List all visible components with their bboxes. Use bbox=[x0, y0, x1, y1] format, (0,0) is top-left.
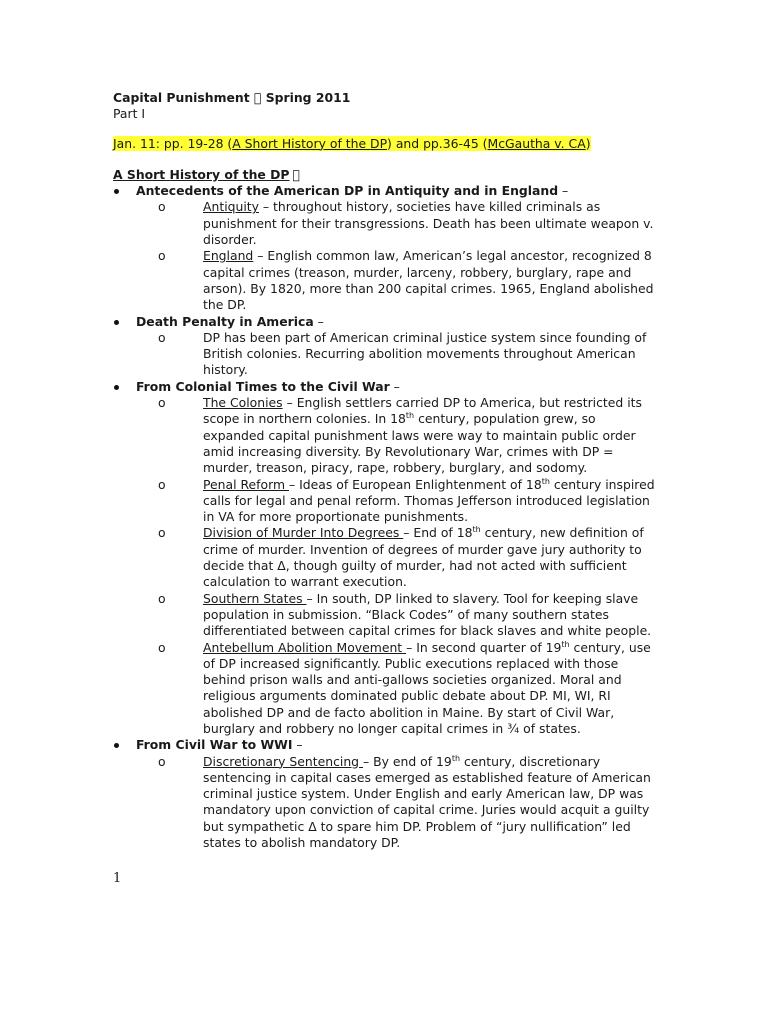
item-term: Division of Murder Into Degrees bbox=[203, 525, 404, 541]
list-item bbox=[158, 395, 658, 476]
section-heading-text: From Colonial Times to the Civil War bbox=[136, 378, 390, 394]
bullet-o-icon: o bbox=[158, 525, 166, 541]
bullet-o-icon: o bbox=[158, 199, 166, 215]
page-number: 1 bbox=[113, 871, 122, 886]
list-item bbox=[158, 477, 658, 526]
document-title: Capital Punishment Spring 2011 bbox=[113, 90, 339, 105]
item-text: DP has been part of American criminal justice system since founding of British colonies. Recurring abolition movements throughout American history. bbox=[203, 329, 647, 378]
item-text: – English common law, American’s legal ancestor, recognized 8 capital crimes (treason, murder, larceny, robbery, burglary, rape and arson). By 1820, more than 200 capital crimes. 1965, England abolished the DP. bbox=[203, 248, 654, 313]
list-item bbox=[158, 199, 658, 248]
item-term: Penal Reform bbox=[203, 476, 289, 492]
assignment-pre: Jan. 11: pp. 19-28 ( bbox=[113, 135, 233, 151]
arrow-glyph-icon bbox=[292, 167, 299, 182]
ordinal-sup: th bbox=[472, 525, 481, 535]
assignment-mid: ) and pp.36-45 ( bbox=[387, 135, 488, 151]
list-item bbox=[158, 640, 658, 738]
ordinal-sup: th bbox=[405, 411, 415, 421]
heading-dash: – bbox=[292, 737, 303, 753]
item-text: – By end of 19 bbox=[362, 753, 452, 769]
item-text: century, population grew, so expanded capital punishment laws were way to maintain public order amid increasing diversity. By Revolutionary War, crimes with DP = murder, treason, piracy, rape, robbery, burglary, and sodomy. bbox=[203, 411, 636, 476]
bullet-o-icon: o bbox=[158, 476, 166, 492]
ordinal-sup: th bbox=[541, 476, 550, 486]
document-page bbox=[113, 90, 658, 851]
section-heading-text: Antecedents of the American DP in Antiquity and in England bbox=[136, 183, 559, 199]
bullet-o-icon: o bbox=[158, 329, 166, 345]
outline-section bbox=[113, 314, 658, 379]
section-heading-text: Death Penalty in America bbox=[136, 313, 314, 329]
bullet-o-icon: o bbox=[158, 753, 166, 769]
item-term: Discretionary Sentencing bbox=[203, 753, 363, 769]
section-heading-text: From Civil War to WWI bbox=[136, 737, 293, 753]
outline-section bbox=[113, 379, 658, 738]
ordinal-sup: th bbox=[451, 753, 461, 763]
list-item bbox=[158, 248, 658, 313]
item-text: – Ideas of European Enlightenment of 18 bbox=[288, 476, 542, 492]
item-text: – End of 18 bbox=[403, 525, 473, 541]
item-text: – In south, DP linked to slavery. Tool for keeping slave population in submission. “Black Codes” of many southern states differentiated between capital crimes for black slaves and white people. bbox=[203, 590, 652, 639]
outline-section bbox=[113, 737, 658, 851]
heading-dash: – bbox=[558, 183, 569, 199]
list-item bbox=[158, 754, 658, 852]
bullet-o-icon: o bbox=[158, 248, 166, 264]
list-item bbox=[158, 330, 658, 379]
ordinal-sup: th bbox=[561, 639, 570, 649]
outline-list bbox=[113, 183, 658, 851]
item-term: England bbox=[203, 248, 254, 264]
list-item bbox=[158, 591, 658, 640]
item-text: – English settlers carried DP to America, but restricted its scope in northern colonies. In 18 bbox=[203, 395, 642, 427]
item-text: century, use of DP increased significantly. Public executions replaced with those behind prison walls and anti-gallows societies organized. Moral and religious arguments dominated public debate about DP. MI, WI, RI abolished DP and de facto abolition in Maine. By start of Civil War, burglary and robbery no longer capital crimes in ¾ of states. bbox=[203, 639, 651, 736]
section-heading bbox=[113, 167, 658, 183]
part-label: Part I bbox=[113, 106, 146, 122]
item-text: – throughout history, societies have killed criminals as punishment for their transgressions. Death has been ultimate weapon v. disorder. bbox=[203, 199, 654, 248]
item-term: The Colonies bbox=[203, 395, 283, 411]
item-text: century inspired calls for legal and penal reform. Thomas Jefferson introduced legislation in VA for more proportionate punishments. bbox=[203, 476, 655, 525]
item-text: century, new definition of crime of murder. Invention of degrees of murder gave jury authority to decide that Δ, though guilty of murder, had not acted with sufficient calculation to warrant execution. bbox=[203, 525, 644, 590]
bullet-o-icon: o bbox=[158, 590, 166, 606]
heading-dash: – bbox=[389, 378, 400, 394]
bullet-o-icon: o bbox=[158, 639, 166, 655]
item-term: Southern States bbox=[203, 590, 307, 606]
item-text: century, discretionary sentencing in capital cases emerged as established feature of American criminal justice system. Under English and early American law, DP was mandatory upon conviction of capital crime. Juries would acquit a guilty but sympathetic Δ to spare him DP. Problem of “jury nullification” led states to abolish mandatory DP. bbox=[203, 753, 651, 851]
assignment-line bbox=[113, 136, 658, 152]
outline-section bbox=[113, 183, 658, 313]
item-term: Antebellum Abolition Movement bbox=[203, 639, 407, 655]
item-term: Antiquity bbox=[203, 199, 259, 215]
heading-dash: – bbox=[313, 313, 324, 329]
assignment-post: ) bbox=[585, 135, 591, 151]
bullet-o-icon: o bbox=[158, 395, 166, 411]
list-item bbox=[158, 525, 658, 590]
link-short-history[interactable]: A Short History of the DP bbox=[232, 135, 388, 151]
item-text: – In second quarter of 19 bbox=[406, 639, 562, 655]
link-mcgautha[interactable]: McGautha v. CA bbox=[487, 135, 586, 151]
section-title: A Short History of the DP bbox=[113, 166, 290, 182]
assignment-highlight bbox=[113, 136, 591, 151]
